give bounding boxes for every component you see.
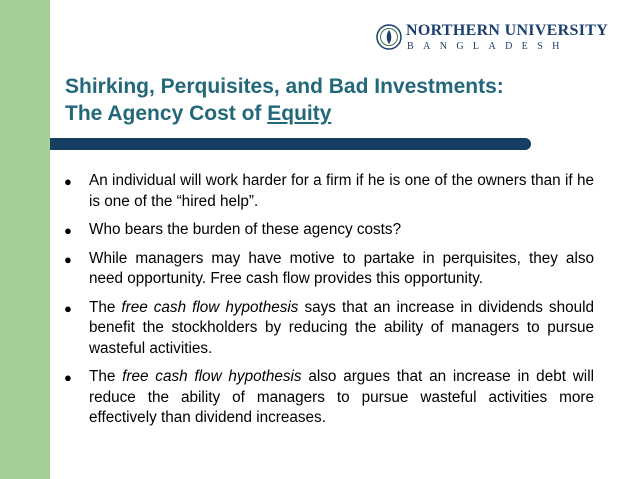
bullet-list bbox=[62, 171, 594, 437]
slide-title bbox=[65, 73, 504, 127]
bullet-item bbox=[62, 298, 594, 360]
side-color-band bbox=[0, 0, 50, 479]
bullet-text-emphasis: free cash flow hypothesis bbox=[121, 298, 299, 316]
logo-name: NORTHERN UNIVERSITY bbox=[406, 22, 609, 39]
bullet-text-pre: The bbox=[89, 298, 122, 316]
bullet-text-emphasis: free cash flow hypothesis bbox=[122, 368, 302, 385]
bullet-dot-icon: ● bbox=[64, 251, 72, 267]
bullet-dot-icon: ● bbox=[64, 174, 72, 189]
title-line-2-prefix: The Agency Cost of bbox=[65, 102, 268, 125]
university-seal-icon bbox=[376, 24, 402, 50]
logo-subtitle: BANGLADESH bbox=[407, 41, 569, 52]
bullet-text bbox=[89, 298, 594, 360]
bullet-item bbox=[62, 249, 594, 290]
title-equity-underlined: Equity bbox=[267, 102, 332, 125]
university-logo bbox=[376, 22, 609, 58]
bullet-text: Who bears the burden of these agency costs? bbox=[89, 221, 402, 238]
bullet-item bbox=[62, 220, 594, 241]
bullet-text-post: also argues that an increase in debt will reduce the ability of managers to pursue wasteful activities more effectively than dividend increases. bbox=[89, 368, 594, 426]
bullet-item bbox=[62, 171, 594, 212]
bullet-dot-icon: ● bbox=[64, 300, 72, 316]
bullet-text: While managers may have motive to partake in perquisites, they also need opportunity. Free cash flow provides this opportunity. bbox=[89, 249, 594, 287]
bullet-text-post: says that an increase in dividends should benefit the stockholders by reducing the ability of managers to pursue wasteful activities. bbox=[89, 298, 594, 357]
title-line-1: Shirking, Perquisites, and Bad Investments: bbox=[65, 75, 504, 98]
bullet-text-pre: The bbox=[89, 368, 123, 385]
bullet-dot-icon: ● bbox=[64, 370, 72, 385]
bullet-dot-icon: ● bbox=[64, 223, 72, 238]
title-divider-bar bbox=[50, 138, 531, 150]
bullet-item bbox=[62, 367, 594, 429]
bullet-text bbox=[89, 367, 594, 429]
bullet-text: An individual will work harder for a firm if he is one of the owners than if he is one of the “hired help”. bbox=[89, 172, 594, 210]
